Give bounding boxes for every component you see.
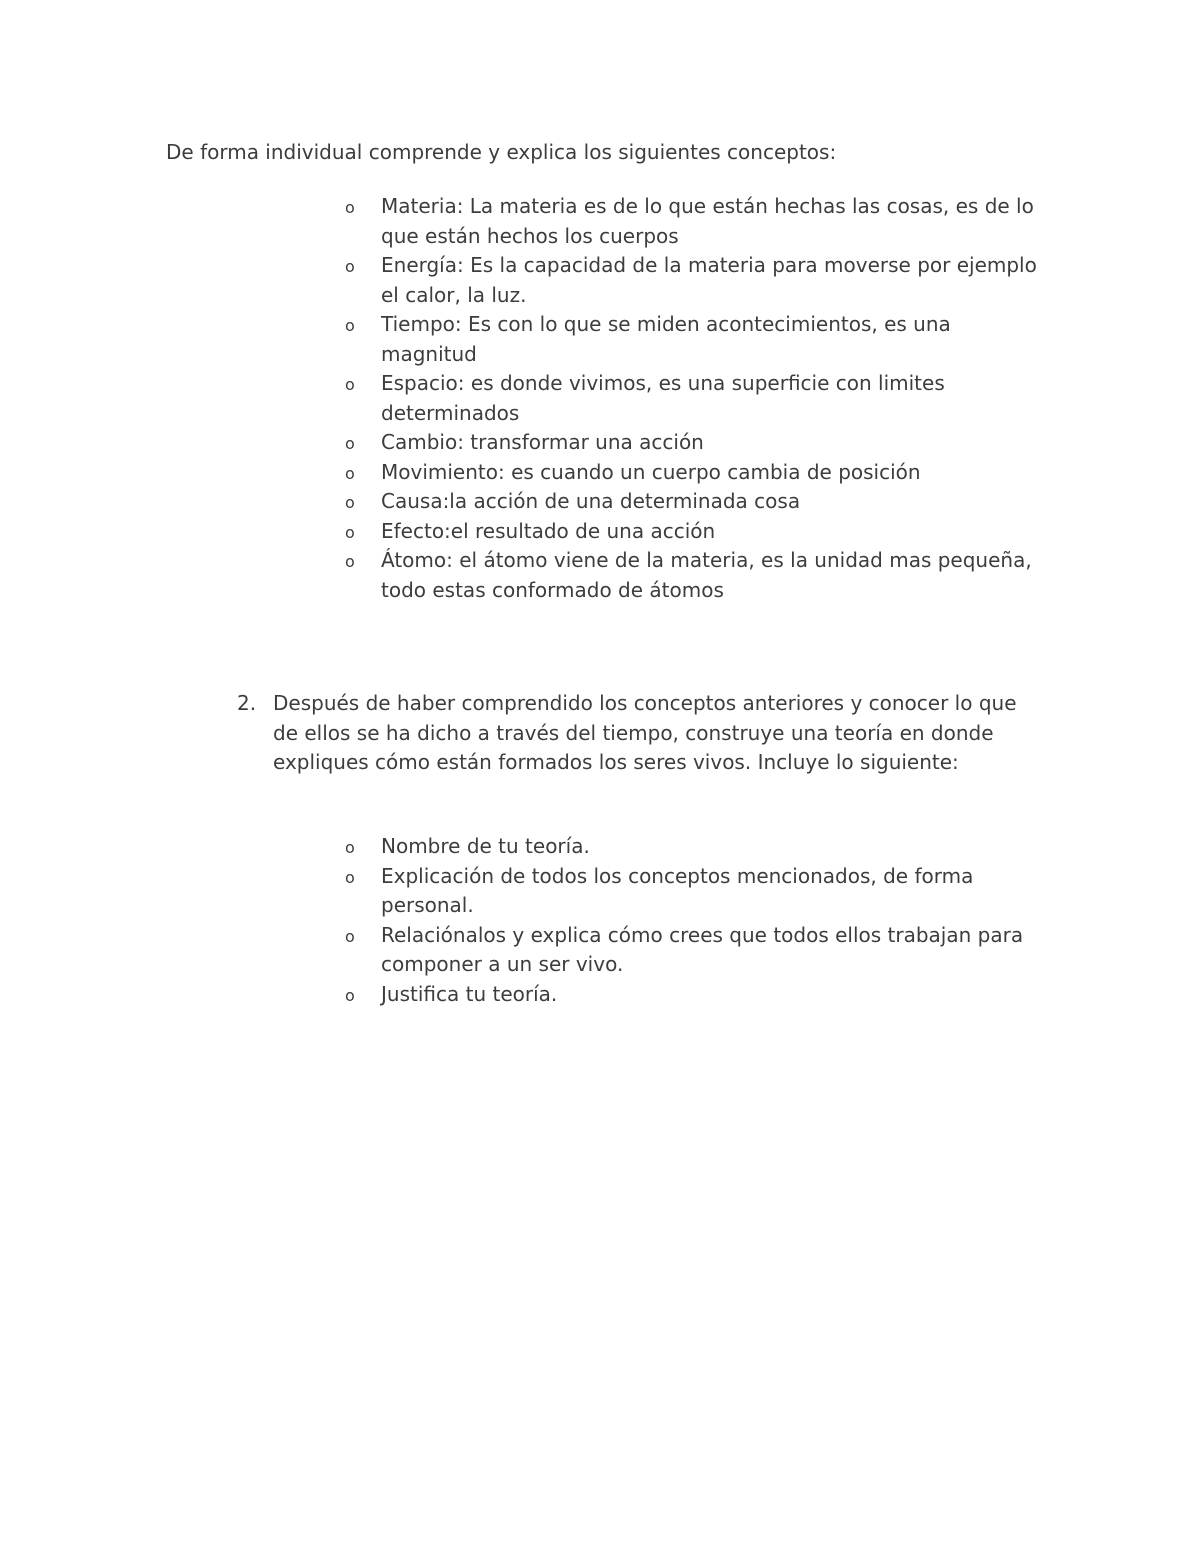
concept-text: Materia: La materia es de lo que están hechas las cosas, es de lo que están hechos los cuerpos (381, 194, 1034, 248)
bullet-marker: o (345, 838, 355, 857)
requirement-text: Justifica tu teoría. (381, 981, 558, 1006)
list-item (345, 862, 1045, 921)
bullet-marker: o (345, 463, 355, 483)
requirements-list (345, 832, 1045, 1009)
list-item (345, 251, 1045, 310)
bullet-marker: o (345, 493, 355, 512)
concept-text: Energía: Es la capacidad de la materia para moverse por ejemplo el calor, la luz. (381, 253, 1037, 307)
bullet-marker: o (345, 926, 355, 946)
list-item (345, 428, 1045, 458)
item-number: 2. (237, 691, 257, 715)
bullet-marker: o (345, 867, 355, 887)
concept-text: Efecto:el resultado de una acción (381, 518, 716, 543)
requirement-text: Explicación de todos los conceptos mencionados, de forma personal. (381, 863, 974, 917)
bullet-marker: o (345, 434, 355, 453)
requirement-text: Relaciónalos y explica cómo crees que todos ellos trabajan para componer a un ser vivo. (381, 922, 1024, 976)
list-item (345, 458, 1045, 488)
list-item (345, 832, 1045, 862)
list-item (345, 192, 1045, 251)
item-text: Después de haber comprendido los conceptos anteriores y conocer lo que de ellos se ha dicho a través del tiempo, construye una teoría en donde expliques cómo están formados los seres vivos. Incluye lo siguiente: (273, 691, 1017, 774)
list-item (345, 980, 1045, 1010)
list-item (345, 310, 1045, 369)
concept-text: Espacio: es donde vivimos, es una superficie con limites determinados (381, 371, 945, 425)
list-item (345, 517, 1045, 547)
list-item (345, 546, 1045, 605)
bullet-marker: o (345, 375, 355, 394)
bullet-marker: o (345, 985, 355, 1005)
requirement-text: Nombre de tu teoría. (381, 834, 590, 858)
concept-text: Cambio: transformar una acción (381, 430, 704, 454)
intro-paragraph: De forma individual comprende y explica los siguientes conceptos: (166, 140, 837, 164)
concept-text: Causa:la acción de una determinada cosa (381, 489, 801, 513)
concept-text: Tiempo: Es con lo que se miden acontecimientos, es una magnitud (381, 312, 951, 366)
bullet-marker: o (345, 522, 355, 542)
bullet-marker: o (345, 316, 355, 335)
concept-text: Átomo: el átomo viene de la materia, es la unidad mas pequeña, todo estas conformado de átomos (381, 548, 1032, 602)
concept-text: Movimiento: es cuando un cuerpo cambia de posición (381, 459, 921, 484)
list-item (345, 487, 1045, 517)
numbered-item-2 (237, 689, 1027, 778)
bullet-marker: o (345, 198, 355, 217)
list-item (345, 921, 1045, 980)
concepts-list (345, 192, 1045, 605)
bullet-marker: o (345, 552, 355, 571)
bullet-marker: o (345, 257, 355, 276)
list-item (345, 369, 1045, 428)
